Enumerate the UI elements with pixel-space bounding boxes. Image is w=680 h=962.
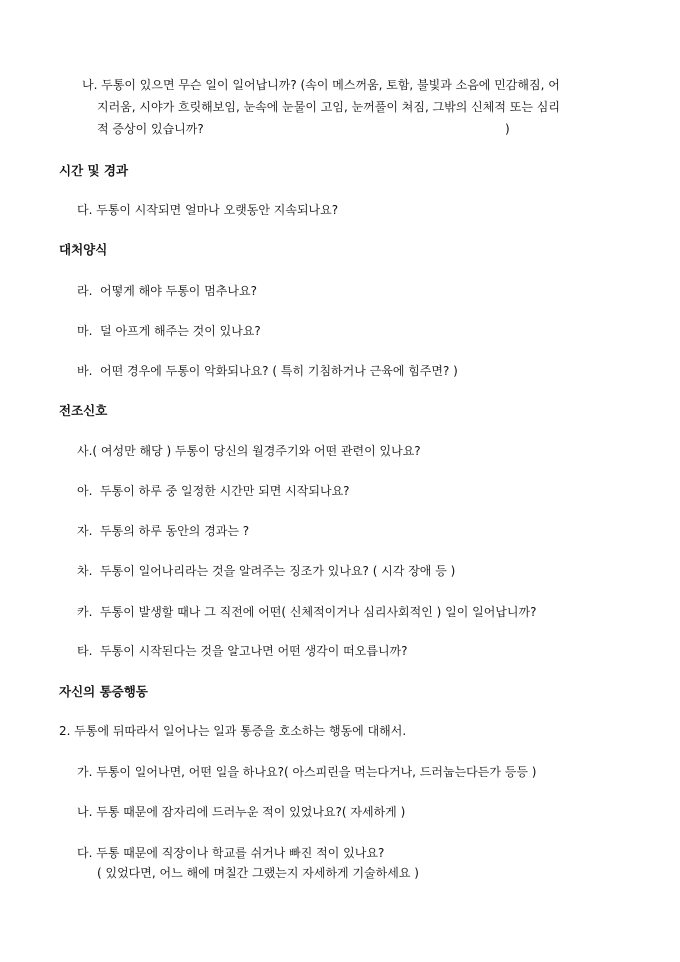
item-da-duration: 다. 두통이 시작되면 얼마나 오랫동안 지속되나요?: [77, 203, 339, 217]
item-ga: 가. 두통이 일어나면, 어떤 일을 하나요?( 아스피린을 먹는다거나, 드러눕는다든가 등등 ): [77, 765, 537, 779]
item-ka: 카. 두통이 발생할 때나 그 직전에 어떤( 신체적이거나 심리사회적인 ) 일이 일어납니까?: [77, 605, 537, 619]
item-na-symptoms-line3: 적 증상이 있습니까?: [97, 122, 204, 136]
section-title-coping: 대처양식: [59, 242, 108, 257]
section-title-pain-behavior: 자신의 통증행동: [59, 684, 148, 699]
item-na-symptoms-close-paren: ): [505, 122, 510, 136]
question-2: 2. 두통에 뒤따라서 일어나는 일과 통증을 호소하는 행동에 대해서.: [59, 724, 407, 738]
item-cha: 차. 두통이 일어나리라는 것을 알려주는 징조가 있나요? ( 시각 장애 등 ): [77, 564, 456, 578]
item-na-symptoms-line2: 지러움, 시야가 흐릿해보임, 눈속에 눈물이 고임, 눈꺼풀이 쳐짐, 그밖의 신체적 또는 심리: [97, 100, 560, 114]
item-sa: 사.( 여성만 해당 ) 두통이 당신의 월경주기와 어떤 관련이 있나요?: [77, 444, 421, 458]
item-na-bed: 나. 두통 때문에 잠자리에 드러누운 적이 있었나요?( 자세하게 ): [77, 805, 406, 819]
item-ja: 자. 두통의 하루 동안의 경과는 ?: [77, 524, 250, 538]
item-da-absence-line1: 다. 두통 때문에 직장이나 학교를 쉬거나 빠진 적이 있나요?: [77, 846, 385, 860]
item-ta: 타. 두통이 시작된다는 것을 알고나면 어떤 생각이 떠오릅니까?: [77, 644, 408, 658]
section-title-prodrome: 전조신호: [59, 403, 108, 418]
item-a: 아. 두통이 하루 중 일정한 시간만 되면 시작되나요?: [77, 484, 350, 498]
item-na-symptoms-line1: 나. 두통이 있으면 무슨 일이 일어납니까? (속이 메스꺼움, 토함, 불빛과 소음에 민감해짐, 어: [82, 78, 560, 92]
section-title-time: 시간 및 경과: [59, 163, 129, 178]
item-ma: 마. 덜 아프게 해주는 것이 있나요?: [77, 324, 261, 338]
item-ra: 라. 어떻게 해야 두통이 멈추나요?: [77, 284, 257, 298]
item-da-absence-line2: ( 있었다면, 어느 해에 며칠간 그랬는지 자세하게 기술하세요 ): [97, 866, 419, 880]
item-ba: 바. 어떤 경우에 두통이 악화되나요? ( 특히 기침하거나 근육에 힘주면? ): [77, 364, 458, 378]
